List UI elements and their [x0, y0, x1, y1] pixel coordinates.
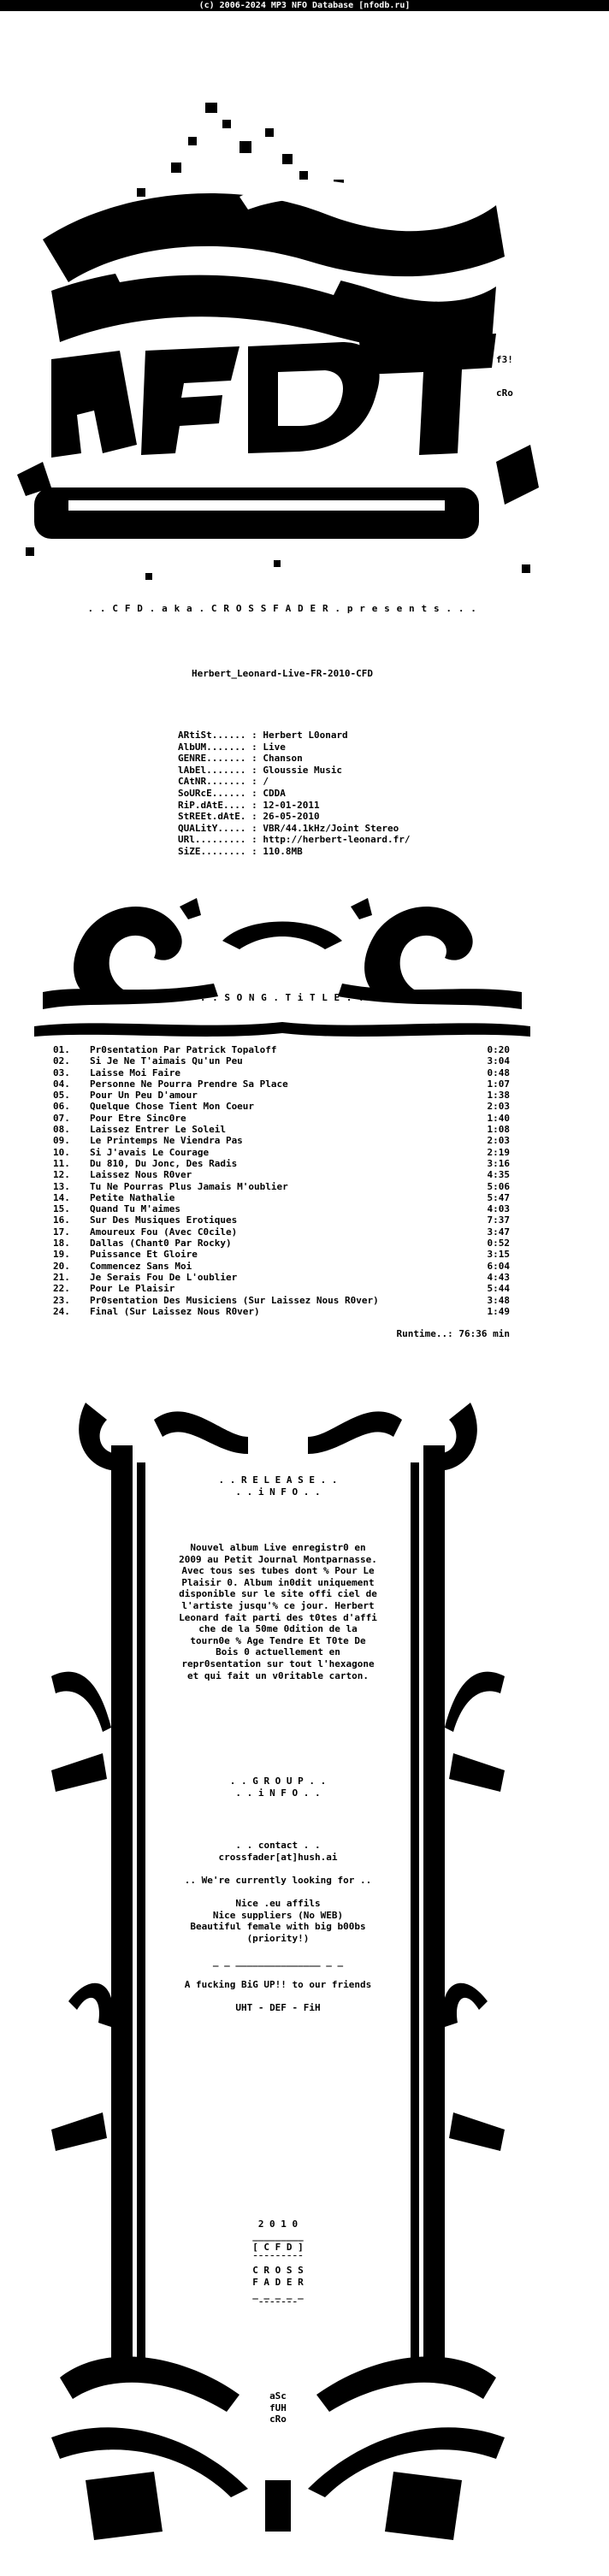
info-label: lAbEl....... :	[178, 764, 257, 776]
track-row	[53, 1044, 510, 1055]
track-name: Amoureux Fou (Avec C0cile)	[90, 1226, 238, 1238]
track-name: Du 810, Du Jonc, Des Radis	[90, 1157, 238, 1169]
track-row	[53, 1192, 510, 1203]
track-num: 11.	[53, 1157, 70, 1169]
track-row	[53, 1272, 510, 1283]
track-row	[53, 1261, 510, 1272]
track-dur: 1:49	[487, 1305, 510, 1317]
track-dur: 5:47	[487, 1191, 510, 1203]
ornament-graphic	[34, 881, 530, 1052]
track-dur: 2:03	[487, 1135, 510, 1147]
track-num: 24.	[53, 1305, 70, 1317]
tag-line: cRo	[496, 387, 513, 399]
tag-line: f3!	[496, 354, 513, 365]
track-num: 21.	[53, 1271, 70, 1283]
track-row	[53, 1306, 510, 1317]
track-dur: 5:44	[487, 1283, 510, 1295]
ascii-logo-art	[17, 86, 547, 599]
group-contact-info: . . contact . . crossfader[at]hush.ai .. We're currently looking for .. Nice .eu affils Nice suppliers (No WEB) Beautiful female with big b00bs (priority!) _ _ _______________ _ _ A fucking BiG UP!! to our friends UHT - DEF - FiH	[184, 1840, 372, 2014]
track-name: Je Serais Fou De L'oublier	[90, 1271, 238, 1283]
track-num: 10.	[53, 1146, 70, 1158]
track-num: 04.	[53, 1078, 70, 1090]
info-label: AlbUM....... :	[178, 741, 257, 753]
track-dur: 4:35	[487, 1169, 510, 1181]
track-dur: 1:08	[487, 1124, 510, 1136]
track-name: Pr0sentation Des Musiciens (Sur Laissez Nous R0ver)	[90, 1294, 379, 1306]
track-row	[53, 1283, 510, 1294]
logo-art-graphic	[17, 86, 547, 599]
track-dur: 0:48	[487, 1066, 510, 1078]
track-num: 17.	[53, 1226, 70, 1238]
track-num: 03.	[53, 1066, 70, 1078]
group-info-header: . . G R O U P . . . . i N F O . .	[229, 1775, 327, 1799]
track-row	[53, 1203, 510, 1214]
track-num: 09.	[53, 1135, 70, 1147]
info-row	[178, 741, 411, 753]
track-dur: 6:04	[487, 1260, 510, 1272]
track-name: Si Je Ne T'aimais Qu'un Peu	[90, 1055, 243, 1067]
track-num: 02.	[53, 1055, 70, 1067]
track-row	[53, 1113, 510, 1124]
presents-line: . . C F D . a k a . C R O S S F A D E R . p r e s e n t s . . .	[87, 603, 477, 614]
track-num: 07.	[53, 1112, 70, 1124]
track-num: 06.	[53, 1101, 70, 1113]
track-dur: 3:48	[487, 1294, 510, 1306]
group-signature: 2 0 1 0 _________ [ C F D ] ¯¯¯¯¯¯¯¯¯ C R O S S F A D E R _ _ _ _ _ ¯¯¯¯¯¯¯	[252, 2219, 304, 2312]
info-row	[178, 765, 411, 777]
info-row	[178, 823, 411, 835]
track-dur: 3:04	[487, 1055, 510, 1067]
track-row	[53, 1090, 510, 1101]
track-name: Commencez Sans Moi	[90, 1260, 192, 1272]
info-label: SoURcE...... :	[178, 787, 257, 799]
track-dur: 1:38	[487, 1090, 510, 1102]
track-name: Laissez Entrer Le Soleil	[90, 1124, 226, 1136]
info-row	[178, 788, 411, 800]
track-name: Pour Un Peu D'amour	[90, 1090, 198, 1102]
info-value: Herbert L0onard	[263, 730, 348, 741]
tracklist	[53, 1044, 510, 1317]
track-row	[53, 1078, 510, 1090]
info-value: /	[263, 776, 269, 788]
info-row	[178, 800, 411, 812]
track-name: Le Printemps Ne Viendra Pas	[90, 1135, 243, 1147]
track-name: Puissance Et Gloire	[90, 1249, 198, 1261]
track-dur: 5:06	[487, 1180, 510, 1192]
release-info-block	[178, 730, 411, 858]
track-num: 14.	[53, 1191, 70, 1203]
info-row	[178, 753, 411, 765]
track-name: Final (Sur Laissez Nous R0ver)	[90, 1305, 260, 1317]
nfo-database-header	[0, 0, 609, 11]
track-dur: 4:43	[487, 1271, 510, 1283]
track-row	[53, 1238, 510, 1249]
track-num: 08.	[53, 1124, 70, 1136]
info-label: GENRE....... :	[178, 753, 257, 765]
track-name: Si J'avais Le Courage	[90, 1146, 210, 1158]
info-value: CDDA	[263, 787, 286, 799]
track-dur: 1:40	[487, 1112, 510, 1124]
track-num: 22.	[53, 1283, 70, 1295]
header-title: (c) 2006-2024 MP3 NFO Database [nfodb.ru]	[198, 1, 411, 10]
track-row	[53, 1147, 510, 1158]
track-row	[53, 1214, 510, 1226]
track-name: Dallas (Chant0 Par Rocky)	[90, 1238, 232, 1250]
info-value: VBR/44.1kHz/Joint Stereo	[263, 822, 399, 834]
track-dur: 0:20	[487, 1044, 510, 1055]
release-name: Herbert_Leonard-Live-FR-2010-CFD	[192, 668, 373, 679]
track-row	[53, 1124, 510, 1135]
info-value: 110.8MB	[263, 845, 303, 857]
track-dur: 4:03	[487, 1203, 510, 1215]
ascii-artist-signature: aSc fUH cRo	[269, 2390, 287, 2425]
release-info-header: . . R E L E A S E . . . . i N F O . .	[218, 1474, 338, 1498]
info-label: CAtNR....... :	[178, 776, 257, 788]
track-name: Sur Des Musiques Erotiques	[90, 1214, 238, 1226]
track-num: 19.	[53, 1249, 70, 1261]
track-name: Laisse Moi Faire	[90, 1066, 180, 1078]
info-value: 12-01-2011	[263, 799, 320, 811]
track-name: Laissez Nous R0ver	[90, 1169, 192, 1181]
info-label: URl......... :	[178, 834, 257, 846]
track-name: Pour Le Plaisir	[90, 1283, 175, 1295]
info-label: ARtiSt...... :	[178, 730, 257, 741]
song-title-header: . . S O N G . T i T L E . .	[199, 992, 365, 1003]
track-num: 15.	[53, 1203, 70, 1215]
runtime: Runtime..: 76:36 min	[396, 1328, 510, 1339]
track-name: Quand Tu M'aimes	[90, 1203, 180, 1215]
info-row	[178, 811, 411, 823]
info-label: QUALitY..... :	[178, 822, 257, 834]
track-dur: 3:47	[487, 1226, 510, 1238]
info-row	[178, 730, 411, 741]
track-name: Pour Etre Sinc0re	[90, 1112, 186, 1124]
info-value: Gloussie Music	[263, 764, 343, 776]
track-num: 01.	[53, 1044, 70, 1055]
info-value: http://herbert-leonard.fr/	[263, 834, 411, 846]
track-row	[53, 1158, 510, 1169]
info-value: Live	[263, 741, 286, 753]
track-dur: 3:16	[487, 1157, 510, 1169]
info-row	[178, 834, 411, 846]
track-num: 23.	[53, 1294, 70, 1306]
track-num: 12.	[53, 1169, 70, 1181]
track-dur: 1:07	[487, 1078, 510, 1090]
track-num: 16.	[53, 1214, 70, 1226]
info-value: 26-05-2010	[263, 811, 320, 823]
track-num: 18.	[53, 1238, 70, 1250]
track-row	[53, 1101, 510, 1112]
track-row	[53, 1181, 510, 1192]
track-row	[53, 1169, 510, 1180]
track-num: 13.	[53, 1180, 70, 1192]
track-dur: 2:03	[487, 1101, 510, 1113]
track-row	[53, 1135, 510, 1146]
info-row	[178, 846, 411, 858]
track-row	[53, 1055, 510, 1066]
track-dur: 3:15	[487, 1249, 510, 1261]
track-dur: 0:52	[487, 1238, 510, 1250]
track-name: Quelque Chose Tient Mon Coeur	[90, 1101, 255, 1113]
track-dur: 7:37	[487, 1214, 510, 1226]
logo-tag	[496, 332, 513, 410]
track-row	[53, 1226, 510, 1238]
track-num: 20.	[53, 1260, 70, 1272]
track-name: Tu Ne Pourras Plus Jamais M'oublier	[90, 1180, 288, 1192]
track-num: 05.	[53, 1090, 70, 1102]
info-label: SiZE........ :	[178, 845, 257, 857]
info-label: RiP.dAtE.... :	[178, 799, 257, 811]
track-name: Personne Ne Pourra Prendre Sa Place	[90, 1078, 288, 1090]
info-value: Chanson	[263, 753, 303, 765]
info-label: StREEt.dAtE. :	[178, 811, 257, 823]
release-notes: Nouvel album Live enregistr0 en 2009 au Petit Journal Montparnasse. Avec tous ses tubes dont % Pour Le Plaisir 0. Album in0dit uniquement disponible sur le site offi ciel de l'artiste jusqu'% ce jour. Herbert Leonard fait parti des t0tes d'affi che de la 50me 0dition de la tourn0e % Age Tendre Et T0te De Bois 0 actuellement en repr0sentation sur tout l'hexagone et qui fait un v0ritable carton.	[179, 1542, 377, 1681]
track-row	[53, 1067, 510, 1078]
info-row	[178, 776, 411, 788]
track-row	[53, 1295, 510, 1306]
song-title-ornament	[34, 881, 530, 1052]
track-dur: 2:19	[487, 1146, 510, 1158]
track-name: Pr0sentation Par Patrick Topaloff	[90, 1044, 277, 1055]
track-name: Petite Nathalie	[90, 1191, 175, 1203]
track-row	[53, 1249, 510, 1260]
